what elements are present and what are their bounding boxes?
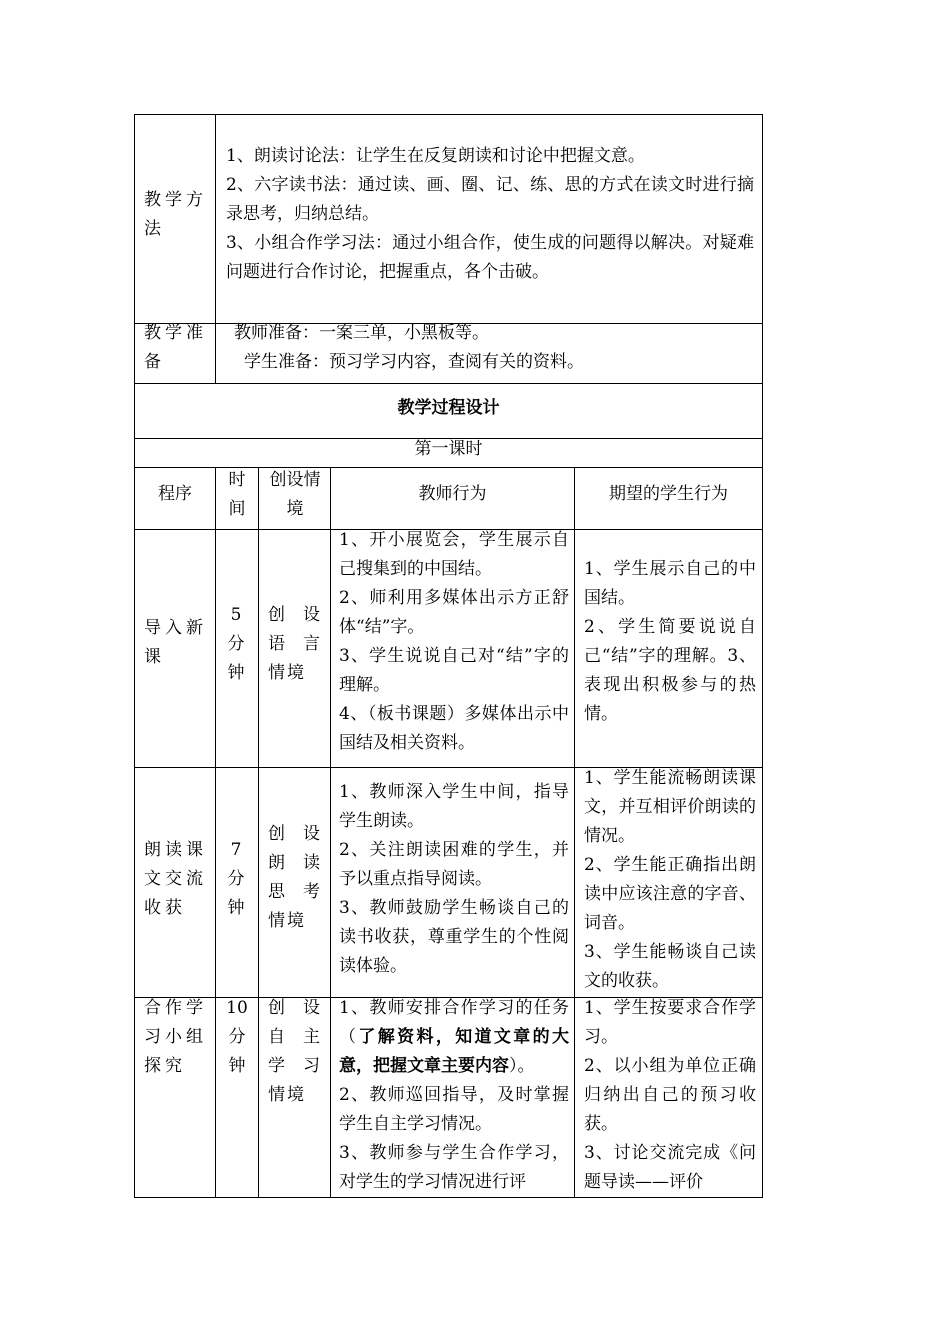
teacher-action: 1、教师深入学生中间，指导学生朗读。 (339, 782, 569, 831)
teacher-action: 2、关注朗读困难的学生，并予以重点指导阅读。 (339, 840, 569, 889)
preparation-content (234, 319, 754, 377)
header-time: 时间 (228, 470, 246, 519)
row2-time: 7分钟 (227, 840, 245, 918)
row1-time: 5分钟 (227, 605, 245, 683)
row1-teacher (339, 526, 569, 758)
teacher-action: 2、师利用多媒体出示方正舒体“结”字。 (339, 588, 569, 637)
student-action: 1、学生能流畅朗读课文，并互相评价朗读的情况。 (584, 768, 756, 846)
row2-student (584, 764, 756, 996)
method-label (144, 186, 212, 244)
row2-step-text: 朗读课文交流收获 (144, 840, 207, 918)
row1-step-text: 导入新课 (144, 618, 207, 667)
lesson-title: 第一课时 (414, 439, 483, 459)
table-border-right (762, 114, 763, 1198)
row2-step (144, 836, 212, 923)
row2-context: 创设朗读思考情境 (268, 824, 322, 931)
teacher-action-part: ）。 (509, 1056, 535, 1076)
header-student: 期望的学生行为 (609, 484, 728, 504)
row1-context: 创设语言情境 (268, 605, 322, 683)
student-action: 2、以小组为单位正确归纳出自己的预习收获。 (584, 1056, 756, 1134)
teacher-action: 3、教师鼓励学生畅谈自己的读书收获，尊重学生的个性阅读体验。 (339, 898, 569, 976)
row1-student (584, 555, 756, 729)
table-border-top (134, 114, 763, 115)
teacher-action: 3、学生说说自己对“结”字的理解。 (339, 646, 569, 695)
preparation-label-text: 教学准备 (144, 323, 207, 372)
col-divider (574, 467, 575, 1198)
teacher-action: 4、（板书课题）多媒体出示中国结及相关资料。 (339, 704, 569, 753)
table-border-left (134, 114, 135, 1198)
teacher-action-emphasis: 了解资料，知道文章的大意，把握文章主要内容 (339, 1027, 569, 1076)
student-action: 1、学生按要求合作学习。 (584, 998, 756, 1047)
preparation-teacher: 教师准备：一案三单，小黑板等。 (234, 323, 489, 343)
row-divider (134, 383, 763, 384)
teacher-action: 1、开小展览会，学生展示自己搜集到的中国结。 (339, 530, 569, 579)
student-action: 3、学生能畅谈自己读文的收获。 (584, 942, 756, 991)
row3-teacher (339, 994, 569, 1194)
method-item: 3、小组合作学习法：通过小组合作，使生成的问题得以解决。对疑难问题进行合作讨论，把握重点，各个击破。 (226, 233, 754, 282)
header-teacher: 教师行为 (418, 484, 487, 504)
header-context: 创设情境 (269, 470, 321, 519)
teacher-action (339, 994, 569, 1081)
preparation-label (144, 319, 212, 377)
row3-time: 10分钟 (226, 998, 248, 1076)
header-step: 程序 (158, 484, 192, 504)
teacher-action: 2、教师巡回指导，及时掌握学生自主学习情况。 (339, 1085, 569, 1134)
teacher-action-part: 1、教师安排合作学习的任务（ (339, 998, 569, 1047)
method-label-text: 教学方法 (144, 190, 207, 239)
col-divider (215, 114, 216, 384)
row2-teacher (339, 778, 569, 981)
teacher-action: 3、教师参与学生合作学习，对学生的学习情况进行评 (339, 1143, 569, 1192)
col-divider (330, 467, 331, 1198)
row3-student (584, 994, 756, 1194)
col-divider (258, 467, 259, 1198)
row3-context: 创设自主学习情境 (268, 998, 322, 1105)
col-divider (215, 467, 216, 1198)
student-action: 2、学生能正确指出朗读中应该注意的字音、词音。 (584, 855, 756, 933)
student-action: 3、讨论交流完成《问题导读——评价 (584, 1143, 756, 1192)
method-item: 1、朗读讨论法：让学生在反复朗读和讨论中把握文意。 (226, 146, 645, 166)
preparation-student: 学生准备：预习学习内容，查阅有关的资料。 (244, 352, 584, 372)
row3-step (144, 994, 212, 1081)
student-action: 2、学生简要说说自己“结”字的理解。3、表现出积极参与的热情。 (584, 617, 756, 724)
table-border-bottom (134, 1197, 763, 1198)
method-content (226, 142, 754, 287)
design-title: 教学过程设计 (397, 398, 500, 418)
row3-step-text: 合作学习小组探究 (144, 998, 207, 1076)
method-item: 2、六字读书法：通过读、画、圈、记、练、思的方式在读文时进行摘录思考，归纳总结。 (226, 175, 754, 224)
row1-step (144, 614, 212, 672)
student-action: 1、学生展示自己的中国结。 (584, 559, 756, 608)
